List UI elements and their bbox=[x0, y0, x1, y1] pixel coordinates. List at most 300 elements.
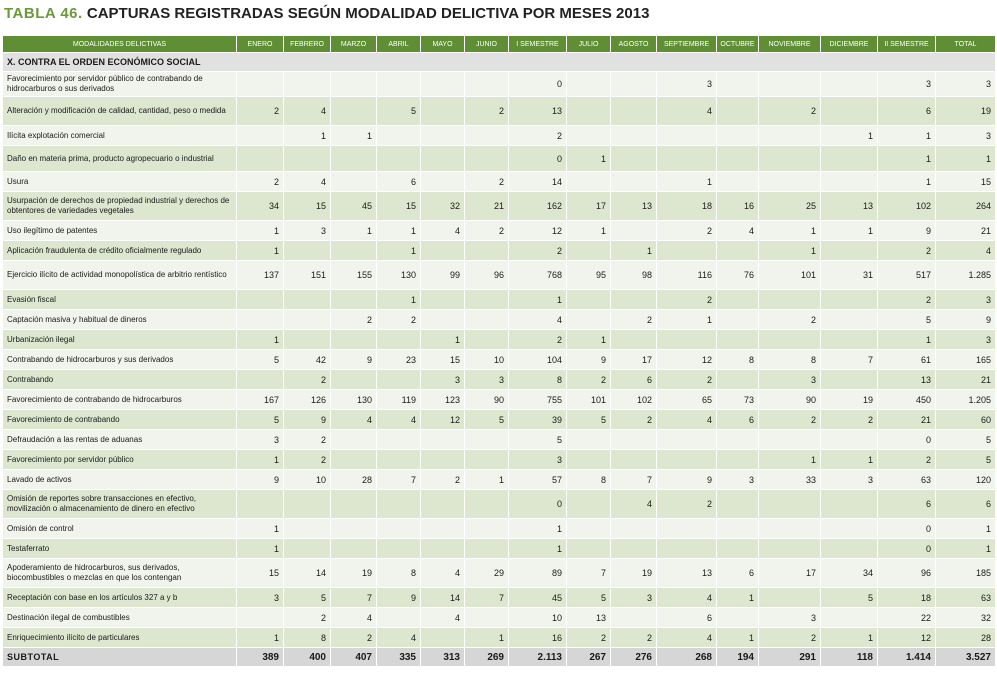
cell-value bbox=[465, 450, 509, 470]
cell-value: 63 bbox=[878, 470, 936, 490]
cell-value bbox=[821, 519, 878, 539]
cell-value bbox=[421, 450, 465, 470]
row-label: Daño en materia prima, producto agropecuario o industrial bbox=[3, 146, 237, 172]
cell-value: 3 bbox=[611, 588, 657, 608]
cell-value: 1 bbox=[759, 241, 821, 261]
cell-value bbox=[657, 450, 717, 470]
cell-value bbox=[717, 490, 759, 519]
cell-value bbox=[717, 72, 759, 97]
subtotal-value: 194 bbox=[717, 648, 759, 667]
cell-value: 4 bbox=[421, 559, 465, 588]
cell-value bbox=[759, 430, 821, 450]
cell-value bbox=[567, 539, 611, 559]
captures-table bbox=[2, 35, 996, 667]
row-label: Captación masiva y habitual de dineros bbox=[3, 310, 237, 330]
table-row bbox=[3, 72, 996, 97]
cell-value: 96 bbox=[878, 559, 936, 588]
cell-value: 98 bbox=[611, 261, 657, 290]
cell-value bbox=[717, 539, 759, 559]
cell-value: 123 bbox=[421, 390, 465, 410]
cell-value: 6 bbox=[878, 490, 936, 519]
cell-value: 17 bbox=[567, 192, 611, 221]
cell-value: 3 bbox=[936, 290, 996, 310]
cell-value bbox=[821, 172, 878, 192]
cell-value bbox=[611, 172, 657, 192]
cell-value: 22 bbox=[878, 608, 936, 628]
column-header: FEBRERO bbox=[284, 36, 331, 53]
cell-value bbox=[657, 539, 717, 559]
table-body bbox=[3, 53, 996, 667]
cell-value: 1.285 bbox=[936, 261, 996, 290]
cell-value bbox=[331, 370, 377, 390]
subtotal-value: 389 bbox=[237, 648, 284, 667]
cell-value bbox=[421, 519, 465, 539]
cell-value bbox=[284, 146, 331, 172]
cell-value: 14 bbox=[421, 588, 465, 608]
cell-value bbox=[465, 539, 509, 559]
cell-value: 6 bbox=[611, 370, 657, 390]
cell-value bbox=[657, 519, 717, 539]
cell-value: 4 bbox=[421, 608, 465, 628]
table-row bbox=[3, 470, 996, 490]
cell-value: 3 bbox=[936, 330, 996, 350]
cell-value: 5 bbox=[237, 350, 284, 370]
cell-value bbox=[657, 430, 717, 450]
row-label: Defraudación a las rentas de aduanas bbox=[3, 430, 237, 450]
table-row bbox=[3, 146, 996, 172]
cell-value: 8 bbox=[377, 559, 421, 588]
cell-value: 155 bbox=[331, 261, 377, 290]
cell-value bbox=[465, 608, 509, 628]
cell-value: 10 bbox=[465, 350, 509, 370]
cell-value bbox=[284, 241, 331, 261]
cell-value bbox=[611, 330, 657, 350]
cell-value bbox=[331, 330, 377, 350]
cell-value: 1.205 bbox=[936, 390, 996, 410]
cell-value bbox=[717, 97, 759, 126]
subtotal-value: 291 bbox=[759, 648, 821, 667]
table-row bbox=[3, 628, 996, 648]
table-row bbox=[3, 410, 996, 430]
row-label: Apoderamiento de hidrocarburos, sus derivados, biocombustibles o mezclas en que los contengan bbox=[3, 559, 237, 588]
table-row bbox=[3, 588, 996, 608]
cell-value bbox=[611, 290, 657, 310]
cell-value bbox=[759, 490, 821, 519]
cell-value: 6 bbox=[878, 97, 936, 126]
cell-value bbox=[759, 72, 821, 97]
cell-value: 7 bbox=[465, 588, 509, 608]
cell-value: 13 bbox=[657, 559, 717, 588]
cell-value: 12 bbox=[657, 350, 717, 370]
cell-value: 7 bbox=[377, 470, 421, 490]
cell-value bbox=[421, 241, 465, 261]
cell-value: 2 bbox=[611, 410, 657, 430]
cell-value: 3 bbox=[936, 72, 996, 97]
cell-value: 130 bbox=[377, 261, 421, 290]
cell-value: 2 bbox=[284, 430, 331, 450]
cell-value: 15 bbox=[237, 559, 284, 588]
cell-value: 4 bbox=[657, 628, 717, 648]
cell-value bbox=[421, 126, 465, 146]
row-label: Contrabando de hidrocarburos y sus derivados bbox=[3, 350, 237, 370]
cell-value bbox=[465, 490, 509, 519]
cell-value: 9 bbox=[237, 470, 284, 490]
cell-value: 130 bbox=[331, 390, 377, 410]
cell-value: 25 bbox=[759, 192, 821, 221]
cell-value bbox=[567, 72, 611, 97]
table-row bbox=[3, 608, 996, 628]
section-title: X. CONTRA EL ORDEN ECONÓMICO SOCIAL bbox=[3, 53, 996, 72]
cell-value bbox=[611, 72, 657, 97]
cell-value: 5 bbox=[567, 410, 611, 430]
cell-value: 10 bbox=[284, 470, 331, 490]
cell-value: 1 bbox=[237, 330, 284, 350]
cell-value bbox=[237, 146, 284, 172]
cell-value: 7 bbox=[331, 588, 377, 608]
cell-value bbox=[465, 72, 509, 97]
cell-value: 19 bbox=[821, 390, 878, 410]
cell-value bbox=[717, 608, 759, 628]
cell-value bbox=[284, 310, 331, 330]
cell-value: 13 bbox=[611, 192, 657, 221]
cell-value: 60 bbox=[936, 410, 996, 430]
column-header: MAYO bbox=[421, 36, 465, 53]
cell-value: 2 bbox=[611, 310, 657, 330]
cell-value bbox=[331, 72, 377, 97]
cell-value: 13 bbox=[567, 608, 611, 628]
cell-value: 19 bbox=[611, 559, 657, 588]
cell-value: 2 bbox=[509, 126, 567, 146]
table-row bbox=[3, 370, 996, 390]
cell-value bbox=[759, 519, 821, 539]
cell-value: 2 bbox=[421, 470, 465, 490]
cell-value: 1 bbox=[377, 241, 421, 261]
cell-value: 2 bbox=[237, 97, 284, 126]
column-header: NOVIEMBRE bbox=[759, 36, 821, 53]
cell-value: 162 bbox=[509, 192, 567, 221]
cell-value bbox=[237, 310, 284, 330]
cell-value: 2 bbox=[567, 628, 611, 648]
row-label: Testaferrato bbox=[3, 539, 237, 559]
cell-value: 18 bbox=[657, 192, 717, 221]
cell-value: 1 bbox=[509, 539, 567, 559]
cell-value bbox=[567, 450, 611, 470]
subtotal-value: 268 bbox=[657, 648, 717, 667]
cell-value bbox=[611, 450, 657, 470]
column-header: JUNIO bbox=[465, 36, 509, 53]
cell-value bbox=[717, 519, 759, 539]
cell-value bbox=[331, 146, 377, 172]
row-label: Destinación ilegal de combustibles bbox=[3, 608, 237, 628]
cell-value: 8 bbox=[717, 350, 759, 370]
cell-value bbox=[377, 126, 421, 146]
cell-value: 5 bbox=[878, 310, 936, 330]
cell-value: 6 bbox=[377, 172, 421, 192]
cell-value bbox=[284, 539, 331, 559]
cell-value: 9 bbox=[936, 310, 996, 330]
cell-value bbox=[331, 172, 377, 192]
cell-value: 4 bbox=[717, 221, 759, 241]
cell-value: 33 bbox=[759, 470, 821, 490]
cell-value bbox=[717, 146, 759, 172]
table-row bbox=[3, 539, 996, 559]
cell-value bbox=[567, 519, 611, 539]
cell-value: 65 bbox=[657, 390, 717, 410]
cell-value: 2 bbox=[759, 310, 821, 330]
cell-value: 104 bbox=[509, 350, 567, 370]
cell-value: 0 bbox=[878, 539, 936, 559]
cell-value: 3 bbox=[936, 126, 996, 146]
subtotal-value: 276 bbox=[611, 648, 657, 667]
row-label: Omisión de control bbox=[3, 519, 237, 539]
row-label: Favorecimiento de contrabando de hidrocarburos bbox=[3, 390, 237, 410]
cell-value: 2 bbox=[821, 410, 878, 430]
cell-value: 63 bbox=[936, 588, 996, 608]
cell-value: 89 bbox=[509, 559, 567, 588]
cell-value: 1 bbox=[237, 519, 284, 539]
cell-value bbox=[421, 490, 465, 519]
row-label: Favorecimiento de contrabando bbox=[3, 410, 237, 430]
cell-value: 1 bbox=[465, 470, 509, 490]
cell-value bbox=[331, 450, 377, 470]
row-label: Usura bbox=[3, 172, 237, 192]
subtotal-value: 313 bbox=[421, 648, 465, 667]
cell-value bbox=[821, 330, 878, 350]
cell-value bbox=[421, 146, 465, 172]
cell-value bbox=[717, 430, 759, 450]
cell-value: 17 bbox=[759, 559, 821, 588]
cell-value: 12 bbox=[509, 221, 567, 241]
cell-value: 29 bbox=[465, 559, 509, 588]
column-header: SEPTIEMBRE bbox=[657, 36, 717, 53]
cell-value: 6 bbox=[936, 490, 996, 519]
table-row bbox=[3, 490, 996, 519]
cell-value: 34 bbox=[821, 559, 878, 588]
cell-value bbox=[465, 241, 509, 261]
cell-value bbox=[465, 430, 509, 450]
cell-value: 4 bbox=[657, 97, 717, 126]
cell-value: 2 bbox=[465, 172, 509, 192]
cell-value: 4 bbox=[331, 608, 377, 628]
table-row bbox=[3, 192, 996, 221]
cell-value: 34 bbox=[237, 192, 284, 221]
cell-value bbox=[237, 490, 284, 519]
cell-value: 17 bbox=[611, 350, 657, 370]
cell-value: 2 bbox=[509, 330, 567, 350]
cell-value bbox=[421, 97, 465, 126]
cell-value: 21 bbox=[465, 192, 509, 221]
table-row bbox=[3, 97, 996, 126]
cell-value bbox=[421, 172, 465, 192]
cell-value: 99 bbox=[421, 261, 465, 290]
cell-value: 9 bbox=[878, 221, 936, 241]
cell-value bbox=[567, 310, 611, 330]
cell-value: 32 bbox=[936, 608, 996, 628]
cell-value: 12 bbox=[421, 410, 465, 430]
cell-value: 4 bbox=[936, 241, 996, 261]
cell-value: 4 bbox=[331, 410, 377, 430]
cell-value: 185 bbox=[936, 559, 996, 588]
cell-value: 2 bbox=[878, 450, 936, 470]
cell-value: 8 bbox=[759, 350, 821, 370]
subtotal-value: 1.414 bbox=[878, 648, 936, 667]
cell-value: 0 bbox=[878, 430, 936, 450]
cell-value bbox=[611, 97, 657, 126]
cell-value: 5 bbox=[509, 430, 567, 450]
cell-value bbox=[717, 330, 759, 350]
cell-value: 1 bbox=[878, 126, 936, 146]
cell-value: 120 bbox=[936, 470, 996, 490]
cell-value bbox=[821, 146, 878, 172]
cell-value: 1 bbox=[237, 241, 284, 261]
cell-value: 7 bbox=[567, 559, 611, 588]
cell-value bbox=[377, 330, 421, 350]
cell-value bbox=[465, 146, 509, 172]
cell-value: 119 bbox=[377, 390, 421, 410]
cell-value: 8 bbox=[567, 470, 611, 490]
cell-value bbox=[421, 72, 465, 97]
cell-value: 2 bbox=[611, 628, 657, 648]
cell-value: 5 bbox=[284, 588, 331, 608]
cell-value: 8 bbox=[509, 370, 567, 390]
cell-value: 126 bbox=[284, 390, 331, 410]
cell-value: 2 bbox=[759, 97, 821, 126]
cell-value bbox=[821, 310, 878, 330]
cell-value bbox=[717, 172, 759, 192]
cell-value bbox=[284, 490, 331, 519]
cell-value bbox=[284, 330, 331, 350]
cell-value bbox=[237, 126, 284, 146]
cell-value bbox=[717, 290, 759, 310]
table-row bbox=[3, 330, 996, 350]
cell-value: 42 bbox=[284, 350, 331, 370]
column-header: ENERO bbox=[237, 36, 284, 53]
cell-value: 2 bbox=[878, 241, 936, 261]
cell-value bbox=[567, 490, 611, 519]
row-label: Enriquecimiento ilícito de particulares bbox=[3, 628, 237, 648]
cell-value bbox=[821, 97, 878, 126]
cell-value: 1 bbox=[759, 450, 821, 470]
cell-value bbox=[421, 290, 465, 310]
cell-value bbox=[821, 290, 878, 310]
cell-value bbox=[567, 290, 611, 310]
cell-value: 13 bbox=[878, 370, 936, 390]
cell-value: 1 bbox=[657, 310, 717, 330]
cell-value bbox=[237, 72, 284, 97]
cell-value bbox=[821, 241, 878, 261]
row-label: Favorecimiento por servidor público de contrabando de hidrocarburos o sus derivados bbox=[3, 72, 237, 97]
cell-value: 9 bbox=[567, 350, 611, 370]
row-label: Contrabando bbox=[3, 370, 237, 390]
cell-value: 3 bbox=[759, 370, 821, 390]
column-header: I SEMESTRE bbox=[509, 36, 567, 53]
cell-value: 96 bbox=[465, 261, 509, 290]
subtotal-value: 269 bbox=[465, 648, 509, 667]
cell-value bbox=[717, 310, 759, 330]
cell-value: 28 bbox=[936, 628, 996, 648]
cell-value: 0 bbox=[509, 72, 567, 97]
cell-value: 45 bbox=[331, 192, 377, 221]
cell-value: 116 bbox=[657, 261, 717, 290]
cell-value: 3 bbox=[657, 72, 717, 97]
cell-value bbox=[717, 241, 759, 261]
cell-value bbox=[657, 146, 717, 172]
cell-value: 4 bbox=[657, 410, 717, 430]
cell-value: 2 bbox=[657, 370, 717, 390]
cell-value: 5 bbox=[567, 588, 611, 608]
cell-value: 21 bbox=[878, 410, 936, 430]
cell-value: 2 bbox=[331, 628, 377, 648]
cell-value bbox=[421, 539, 465, 559]
table-title bbox=[4, 4, 649, 24]
table-row bbox=[3, 430, 996, 450]
cell-value bbox=[284, 72, 331, 97]
row-label: Uso ilegítimo de patentes bbox=[3, 221, 237, 241]
cell-value: 2 bbox=[509, 241, 567, 261]
cell-value: 31 bbox=[821, 261, 878, 290]
cell-value: 1 bbox=[237, 450, 284, 470]
cell-value: 19 bbox=[331, 559, 377, 588]
row-label: Favorecimiento por servidor público bbox=[3, 450, 237, 470]
cell-value: 16 bbox=[717, 192, 759, 221]
row-label: Ejercicio ilícito de actividad monopolística de arbitrio rentístico bbox=[3, 261, 237, 290]
cell-value: 2 bbox=[657, 290, 717, 310]
cell-value: 5 bbox=[821, 588, 878, 608]
cell-value bbox=[759, 290, 821, 310]
row-label: Alteración y modificación de calidad, cantidad, peso o medida bbox=[3, 97, 237, 126]
table-caption: CAPTURAS REGISTRADAS SEGÚN MODALIDAD DELICTIVA POR MESES 2013 bbox=[86, 5, 650, 22]
cell-value: 4 bbox=[509, 310, 567, 330]
cell-value: 3 bbox=[821, 470, 878, 490]
cell-value bbox=[759, 539, 821, 559]
cell-value bbox=[611, 430, 657, 450]
cell-value: 1 bbox=[465, 628, 509, 648]
cell-value: 57 bbox=[509, 470, 567, 490]
row-label: Usurpación de derechos de propiedad industrial y derechos de obtentores de variedades vegetales bbox=[3, 192, 237, 221]
cell-value bbox=[821, 490, 878, 519]
subtotal-value: 118 bbox=[821, 648, 878, 667]
cell-value bbox=[284, 290, 331, 310]
cell-value bbox=[331, 430, 377, 450]
cell-value: 4 bbox=[284, 97, 331, 126]
cell-value: 2 bbox=[878, 290, 936, 310]
cell-value: 102 bbox=[878, 192, 936, 221]
cell-value: 3 bbox=[878, 72, 936, 97]
cell-value: 1 bbox=[509, 519, 567, 539]
cell-value: 32 bbox=[421, 192, 465, 221]
cell-value bbox=[331, 290, 377, 310]
cell-value: 1 bbox=[284, 126, 331, 146]
row-label: Ilícita explotación comercial bbox=[3, 126, 237, 146]
table-row bbox=[3, 350, 996, 370]
cell-value: 45 bbox=[509, 588, 567, 608]
cell-value bbox=[611, 126, 657, 146]
cell-value: 1 bbox=[878, 146, 936, 172]
cell-value: 2 bbox=[759, 628, 821, 648]
cell-value: 5 bbox=[936, 430, 996, 450]
cell-value: 3 bbox=[237, 430, 284, 450]
cell-value: 13 bbox=[821, 192, 878, 221]
cell-value: 3 bbox=[237, 588, 284, 608]
cell-value: 1 bbox=[237, 628, 284, 648]
section-row bbox=[3, 53, 996, 72]
row-label: Urbanización ilegal bbox=[3, 330, 237, 350]
cell-value: 1 bbox=[567, 330, 611, 350]
table-row bbox=[3, 172, 996, 192]
cell-value: 1 bbox=[878, 330, 936, 350]
cell-value: 12 bbox=[878, 628, 936, 648]
cell-value bbox=[377, 490, 421, 519]
